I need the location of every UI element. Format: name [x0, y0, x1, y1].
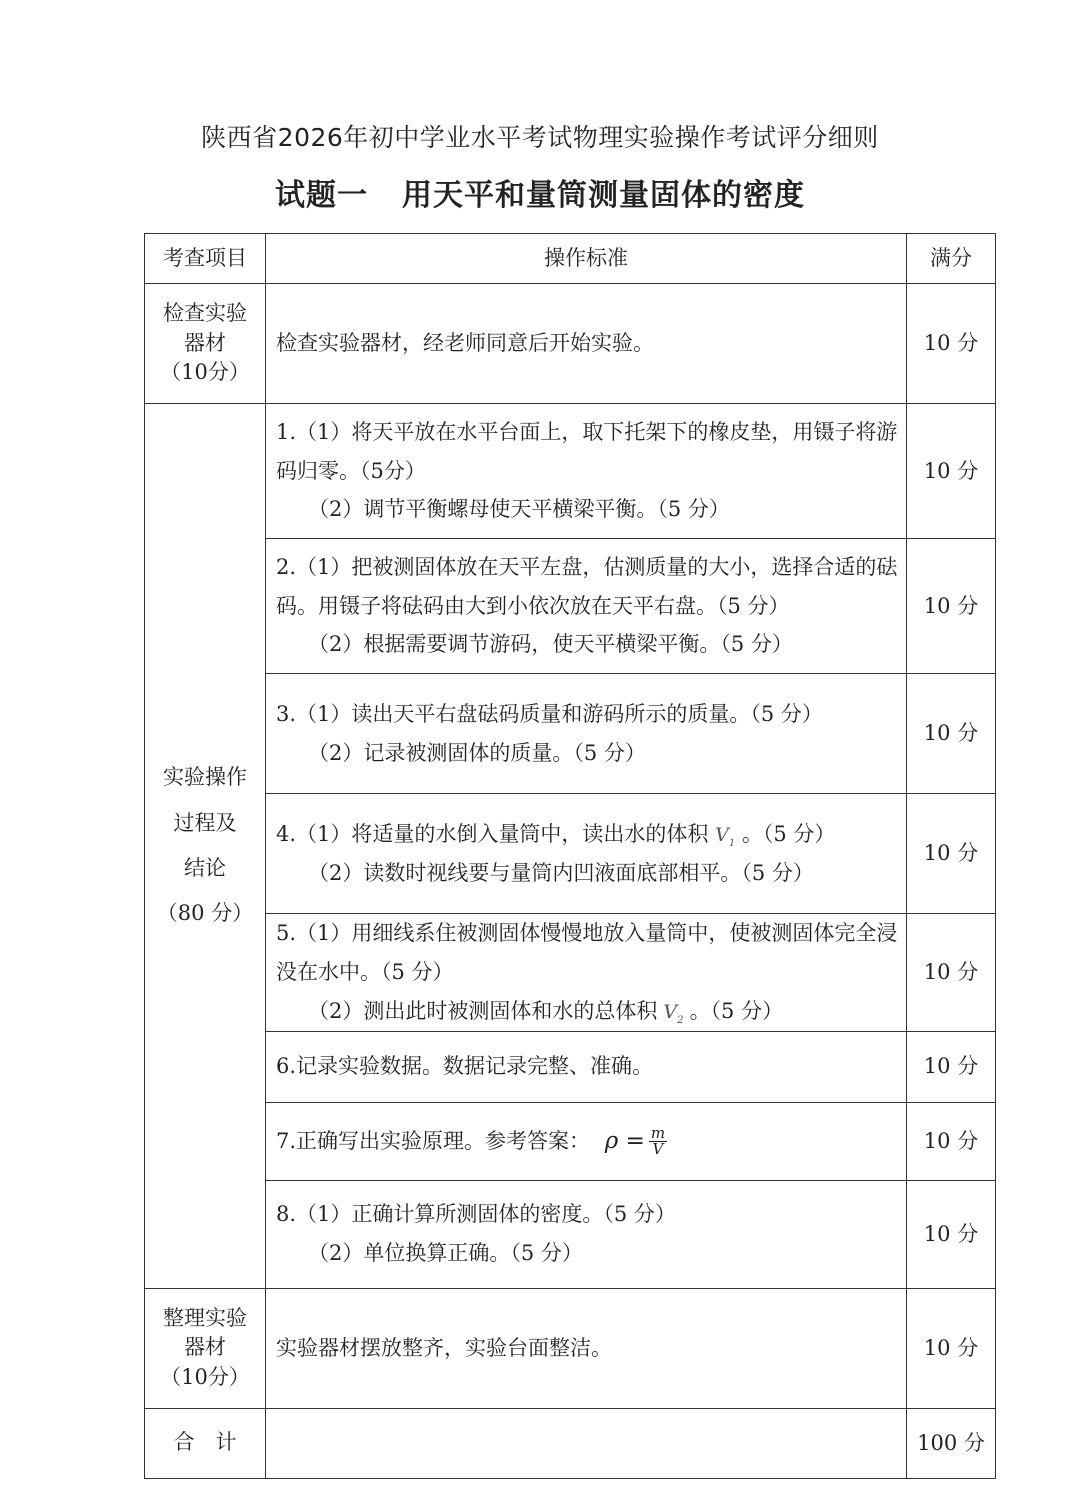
table-row: [145, 794, 996, 914]
standard-text: 检查实验器材，经老师同意后开始实验。: [266, 284, 907, 404]
score-cell: 10 分: [907, 1288, 996, 1408]
score-cell: 10 分: [907, 794, 996, 914]
score-cell: 10 分: [907, 404, 996, 539]
table-total-row: [145, 1408, 996, 1478]
question-title: [0, 170, 1080, 214]
score-cell: 10 分: [907, 1102, 996, 1180]
standard-text: 8.（1）正确计算所测固体的密度。（5 分） （2）单位换算正确。（5 分）: [266, 1180, 907, 1288]
total-label: 合 计: [145, 1408, 266, 1478]
category-check-equipment: 检查实验 器材 （10分）: [145, 284, 266, 404]
question-text: 用天平和量筒测量固体的密度: [402, 178, 805, 213]
table-header-row: [145, 234, 996, 284]
table-row: [145, 539, 996, 674]
scoring-table: [144, 233, 996, 1479]
category-experiment-process: 实验操作 过程及 结论 （80 分）: [145, 404, 266, 1289]
table-row: [145, 1102, 996, 1180]
header-item: 考查项目: [145, 234, 266, 284]
standard-text: 1.（1）将天平放在水平台面上，取下托架下的橡皮垫，用镊子将游码归零。（5分） （2）调节平衡螺母使天平横梁平衡。（5 分）: [266, 404, 907, 539]
table-row: [145, 284, 996, 404]
standard-text: 6.记录实验数据。数据记录完整、准确。: [266, 1031, 907, 1102]
formula-fraction: $\frac{m}{V}$: [650, 1123, 666, 1159]
table-row: [145, 404, 996, 539]
standard-text: 5.（1）用细线系住被测固体慢慢地放入量筒中，使被测固体完全浸没在水中。（5 分） （2）测出此时被测固体和水的总体积 $V_2$ 。（5 分）: [266, 914, 907, 1032]
document-title: 陕西省2026年初中学业水平考试物理实验操作考试评分细则: [201, 123, 879, 152]
table-row: [145, 1031, 996, 1102]
category-tidy-equipment: 整理实验 器材 （10分）: [145, 1288, 266, 1408]
table-row: [145, 914, 996, 1032]
score-cell: 10 分: [907, 674, 996, 794]
score-cell: 10 分: [907, 284, 996, 404]
volume-symbol: $V_1$: [715, 823, 736, 849]
table-row: [145, 1288, 996, 1408]
score-cell: 10 分: [907, 1031, 996, 1102]
volume-symbol: $V_2$: [663, 1000, 684, 1026]
score-cell: 10 分: [907, 1180, 996, 1288]
table-row: [145, 674, 996, 794]
total-empty: [266, 1408, 907, 1478]
standard-text: 3.（1）读出天平右盘砝码质量和游码所示的质量。（5 分） （2）记录被测固体的质量。（5 分）: [266, 674, 907, 794]
table-row: [145, 1180, 996, 1288]
header-score: 满分: [907, 234, 996, 284]
question-number: 试题一: [275, 178, 368, 213]
score-cell: 10 分: [907, 539, 996, 674]
standard-text: 实验器材摆放整齐，实验台面整洁。: [266, 1288, 907, 1408]
total-score: 100 分: [907, 1408, 996, 1478]
header-standard: 操作标准: [266, 234, 907, 284]
density-formula: ρ = $\frac{m}{V}$: [604, 1123, 666, 1159]
standard-text: 2.（1）把被测固体放在天平左盘，估测质量的大小，选择合适的砝码。用镊子将砝码由大到小依次放在天平右盘。（5 分） （2）根据需要调节游码，使天平横梁平衡。（5 分）: [266, 539, 907, 674]
standard-text: 4.（1）将适量的水倒入量筒中，读出水的体积 $V_1$ 。（5 分） （2）读数时视线要与量筒内凹液面底部相平。（5 分）: [266, 794, 907, 914]
standard-text: 7.正确写出实验原理。参考答案： ρ = $\frac{m}{V}$: [266, 1102, 907, 1180]
score-cell: 10 分: [907, 914, 996, 1032]
